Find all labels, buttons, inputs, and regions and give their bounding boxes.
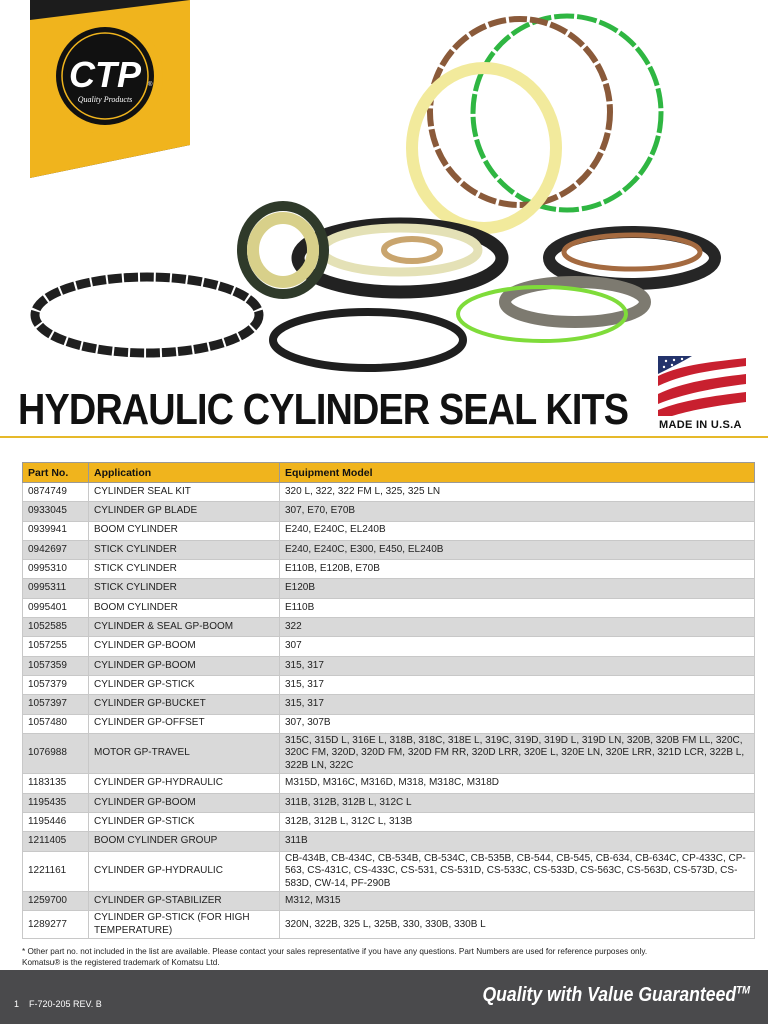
table-row: [23, 579, 755, 598]
table-row: [23, 560, 755, 579]
cell-application: STICK CYLINDER: [89, 579, 280, 598]
cell-part-no: 1057379: [23, 675, 89, 694]
cell-equipment-model: M315D, M316C, M316D, M318, M318C, M318D: [280, 774, 755, 793]
cell-application: CYLINDER GP-BOOM: [89, 656, 280, 675]
cell-application: CYLINDER GP-BOOM: [89, 793, 280, 812]
cell-part-no: 1052585: [23, 618, 89, 637]
cell-part-no: 1183135: [23, 774, 89, 793]
footnote-line: * Other part no. not included in the list are available. Please contact your sales representative if you have any questions. Part Numbers are used for reference purposes only.: [22, 947, 648, 956]
cell-application: BOOM CYLINDER GROUP: [89, 832, 280, 851]
cell-equipment-model: CB-434B, CB-434C, CB-534B, CB-534C, CB-535B, CB-544, CB-545, CB-634, CB-634C, CP-433C, CP-563, CS-431C, CS-433C, CS-531, CS-531D, CS-533C, CS-533D, CS-563C, CS-563D, CS-573D, CS-583D, CW-14, PF-290B: [280, 851, 755, 892]
table-row: [23, 892, 755, 911]
cell-equipment-model: 311B: [280, 832, 755, 851]
cell-equipment-model: 320N, 322B, 325 L, 325B, 330, 330B, 330B L: [280, 911, 755, 939]
footer-doc-info: [14, 999, 102, 1009]
cell-equipment-model: 311B, 312B, 312B L, 312C L: [280, 793, 755, 812]
table-row: [23, 656, 755, 675]
cell-part-no: 1211405: [23, 832, 89, 851]
cell-application: CYLINDER GP-STICK: [89, 675, 280, 694]
cell-part-no: 0995310: [23, 560, 89, 579]
cell-part-no: 0942697: [23, 540, 89, 559]
table-row: [23, 714, 755, 733]
column-header-application: Application: [89, 463, 280, 483]
seal-kits-table: [22, 462, 755, 939]
cell-application: CYLINDER GP-OFFSET: [89, 714, 280, 733]
table-row: [23, 832, 755, 851]
us-flag-icon: [658, 356, 746, 416]
cell-equipment-model: E240, E240C, E300, E450, EL240B: [280, 540, 755, 559]
cell-equipment-model: 315, 317: [280, 656, 755, 675]
cell-part-no: 1057255: [23, 637, 89, 656]
cell-equipment-model: M312, M315: [280, 892, 755, 911]
table-row: [23, 793, 755, 812]
cell-equipment-model: E120B: [280, 579, 755, 598]
cell-part-no: 0933045: [23, 502, 89, 521]
logo-registered-mark: ®: [148, 82, 153, 88]
cell-part-no: 0874749: [23, 483, 89, 502]
cell-equipment-model: 315, 317: [280, 695, 755, 714]
table-row: [23, 637, 755, 656]
document-code: F-720-205 REV. B: [29, 999, 102, 1009]
cell-application: CYLINDER GP-STABILIZER: [89, 892, 280, 911]
cell-part-no: 0995311: [23, 579, 89, 598]
table-row: [23, 695, 755, 714]
made-in-usa-label: MADE IN U.S.A: [659, 419, 742, 431]
cell-equipment-model: 315C, 315D L, 316E L, 318B, 318C, 318E L, 319C, 319D, 319D L, 319D LN, 320B, 320B FM LL, 320C, 320C FM, 320D, 320D FM, 320D FM RR, 320D LRR, 320E L, 320E LN, 320E LRR, 321D LCR, 322B L, 322B LN, 322C: [280, 733, 755, 774]
logo-text: CTP: [69, 54, 141, 95]
cell-equipment-model: E110B, E120B, E70B: [280, 560, 755, 579]
table-row: [23, 774, 755, 793]
cell-part-no: 1057359: [23, 656, 89, 675]
table-row: [23, 851, 755, 892]
table-row: [23, 502, 755, 521]
table-row: [23, 812, 755, 831]
cell-application: MOTOR GP-TRAVEL: [89, 733, 280, 774]
cell-application: CYLINDER GP BLADE: [89, 502, 280, 521]
cell-equipment-model: E110B: [280, 598, 755, 617]
table-row: [23, 911, 755, 939]
table-row: [23, 540, 755, 559]
cell-application: CYLINDER GP-HYDRAULIC: [89, 774, 280, 793]
trademark-mark: TM: [736, 984, 750, 997]
divider: [0, 436, 768, 438]
cell-application: BOOM CYLINDER: [89, 521, 280, 540]
tagline-text: Quality with Value Guaranteed: [482, 984, 737, 1006]
column-header-part-no: Part No.: [23, 463, 89, 483]
cell-equipment-model: 307, E70, E70B: [280, 502, 755, 521]
cell-equipment-model: 307, 307B: [280, 714, 755, 733]
cell-part-no: 0939941: [23, 521, 89, 540]
cell-equipment-model: E240, E240C, EL240B: [280, 521, 755, 540]
cell-equipment-model: 312B, 312B L, 312C L, 313B: [280, 812, 755, 831]
cell-equipment-model: 322: [280, 618, 755, 637]
cell-part-no: 0995401: [23, 598, 89, 617]
cell-part-no: 1221161: [23, 851, 89, 892]
table-row: [23, 483, 755, 502]
logo-subtext: Quality Products: [77, 95, 133, 104]
table-row: [23, 618, 755, 637]
table-row: [23, 521, 755, 540]
cell-application: STICK CYLINDER: [89, 560, 280, 579]
cell-part-no: 1076988: [23, 733, 89, 774]
column-header-equipment-model: Equipment Model: [280, 463, 755, 483]
brand-logo: [30, 0, 190, 178]
table-header-row: [23, 463, 755, 483]
footer-tagline: [482, 984, 750, 1007]
cell-application: CYLINDER SEAL KIT: [89, 483, 280, 502]
table-row: [23, 675, 755, 694]
product-photo: [0, 0, 768, 385]
footnote: [22, 946, 757, 968]
cell-application: STICK CYLINDER: [89, 540, 280, 559]
cell-part-no: 1057397: [23, 695, 89, 714]
cell-part-no: 1289277: [23, 911, 89, 939]
footnote-line: Komatsu® is the registered trademark of Komatsu Ltd.: [22, 958, 220, 967]
cell-part-no: 1195435: [23, 793, 89, 812]
page-number: 1: [14, 999, 20, 1009]
table-row: [23, 598, 755, 617]
cell-part-no: 1259700: [23, 892, 89, 911]
cell-application: CYLINDER GP-HYDRAULIC: [89, 851, 280, 892]
cell-part-no: 1195446: [23, 812, 89, 831]
table-row: [23, 733, 755, 774]
cell-application: CYLINDER GP-BUCKET: [89, 695, 280, 714]
page-title: HYDRAULIC CYLINDER SEAL KITS: [18, 385, 629, 434]
cell-application: CYLINDER GP-BOOM: [89, 637, 280, 656]
cell-application: CYLINDER & SEAL GP-BOOM: [89, 618, 280, 637]
cell-application: CYLINDER GP-STICK: [89, 812, 280, 831]
cell-equipment-model: 315, 317: [280, 675, 755, 694]
cell-part-no: 1057480: [23, 714, 89, 733]
cell-equipment-model: 307: [280, 637, 755, 656]
cell-equipment-model: 320 L, 322, 322 FM L, 325, 325 LN: [280, 483, 755, 502]
cell-application: CYLINDER GP-STICK (FOR HIGH TEMPERATURE): [89, 911, 280, 939]
cell-application: BOOM CYLINDER: [89, 598, 280, 617]
